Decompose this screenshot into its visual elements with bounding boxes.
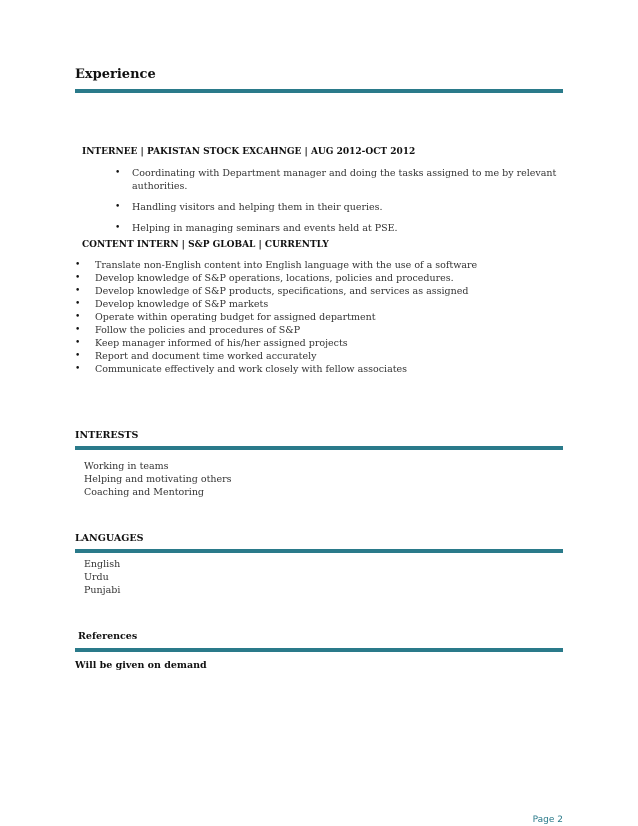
bullet-icon: • <box>75 351 81 361</box>
bullet-icon: • <box>75 312 81 322</box>
list-item <box>115 201 565 214</box>
bullet-icon: • <box>75 364 81 374</box>
interests-list <box>84 460 232 499</box>
list-item <box>75 337 565 350</box>
job1-bullet-list <box>115 167 565 235</box>
job2-bullet-text: Develop knowledge of S&P products, specifications, and services as assigned <box>95 286 469 297</box>
job1-title: INTERNEE | PAKISTAN STOCK EXCAHNGE | AUG 2012-OCT 2012 <box>82 147 416 157</box>
languages-heading: LANGUAGES <box>75 533 144 544</box>
list-item: Punjabi <box>84 585 121 596</box>
page-number: Page 2 <box>532 815 563 825</box>
experience-rule <box>75 89 563 93</box>
job1-bullet-text: Helping in managing seminars and events held at PSE. <box>132 223 398 234</box>
list-item: English <box>84 559 121 570</box>
job2-bullet-list <box>75 259 565 376</box>
bullet-icon: • <box>75 338 81 348</box>
job2-bullet-text: Develop knowledge of S&P operations, locations, policies and procedures. <box>95 273 454 284</box>
job2-bullet-text: Develop knowledge of S&P markets <box>95 299 269 310</box>
list-item: Helping and motivating others <box>84 474 232 485</box>
list-item: Working in teams <box>84 461 169 472</box>
list-item <box>75 298 565 311</box>
bullet-icon: • <box>115 202 121 212</box>
bullet-icon: • <box>75 299 81 309</box>
job2-bullet-text: Communicate effectively and work closely with fellow associates <box>95 364 408 375</box>
list-item <box>115 167 565 180</box>
bullet-icon: • <box>75 325 81 335</box>
job2-bullet-text: Keep manager informed of his/her assigned projects <box>95 338 348 349</box>
bullet-icon: • <box>115 223 121 233</box>
list-item <box>75 285 565 298</box>
languages-rule <box>75 549 563 553</box>
job1-bullet-text: authorities. <box>132 181 188 192</box>
list-item <box>75 259 565 272</box>
list-item <box>75 324 565 337</box>
bullet-icon: • <box>75 286 81 296</box>
list-item: Urdu <box>84 572 109 583</box>
list-item-continuation <box>115 180 565 193</box>
languages-list <box>84 558 120 597</box>
job1-bullet-text: Handling visitors and helping them in their queries. <box>132 202 383 213</box>
list-item: Coaching and Mentoring <box>84 487 205 498</box>
list-item <box>75 363 565 376</box>
list-item <box>75 350 565 363</box>
job2-bullet-text: Report and document time worked accurately <box>95 351 317 362</box>
bullet-icon: • <box>75 273 81 283</box>
list-item <box>75 272 565 285</box>
job2-bullet-text: Translate non-English content into English language with the use of a software <box>95 260 478 271</box>
references-text: Will be given on demand <box>75 660 207 671</box>
job1-bullet-text: Coordinating with Department manager and doing the tasks assigned to me by relevant <box>132 168 557 179</box>
list-item <box>75 311 565 324</box>
job2-bullet-text: Operate within operating budget for assigned department <box>95 312 376 323</box>
interests-heading: INTERESTS <box>75 430 139 441</box>
references-heading: References <box>78 631 138 642</box>
job2-title: CONTENT INTERN | S&P GLOBAL | CURRENTLY <box>82 240 329 250</box>
job2-bullet-text: Follow the policies and procedures of S&P <box>95 325 301 336</box>
references-rule <box>75 648 563 652</box>
list-item <box>115 222 565 235</box>
interests-rule <box>75 446 563 450</box>
bullet-icon: • <box>115 168 121 178</box>
bullet-icon: • <box>75 260 81 270</box>
experience-heading: Experience <box>75 67 156 82</box>
